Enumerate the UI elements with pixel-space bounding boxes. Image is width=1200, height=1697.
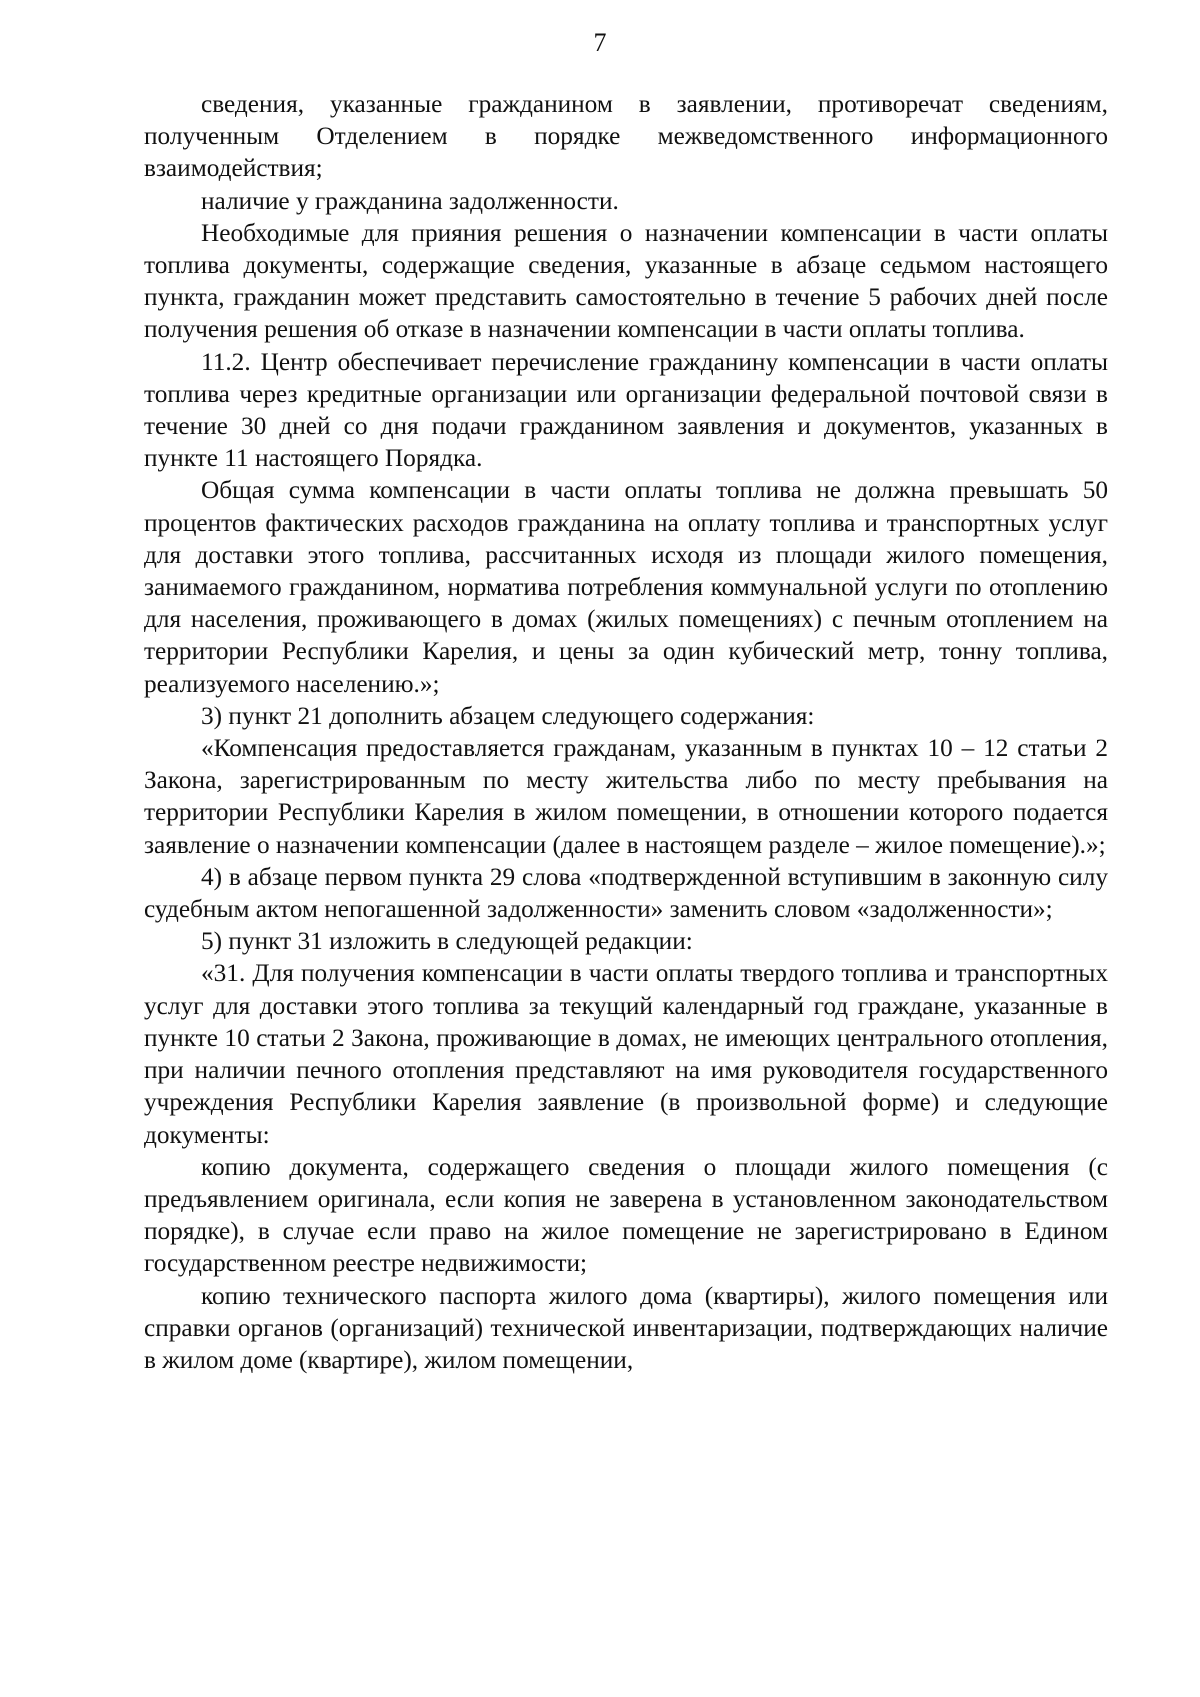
paragraph: «31. Для получения компенсации в части оплаты твердого топлива и транспортных услуг для доставки этого топлива за текущий календарный год граждане, указанные в пункте 10 статьи 2 Закона, проживающие в домах, не имеющих центрального отопления, при наличии печного отопления представляют на имя руководителя государственного учреждения Республики Карелия заявление (в произвольной форме) и следующие документы: (144, 959, 1108, 1149)
paragraph: копию технического паспорта жилого дома (квартиры), жилого помещения или справки органов (организаций) технической инвентаризации, подтверждающих наличие в жилом доме (квартире), жилом помещении, (144, 1281, 1108, 1374)
paragraph: 4) в абзаце первом пункта 29 слова «подтвержденной вступившим в законную силу судебным актом непогашенной задолженности» заменить словом «задолженности»; (144, 862, 1108, 924)
page-number: 7 (593, 28, 607, 57)
paragraph: сведения, указанные гражданином в заявлении, противоречат сведениям, полученным Отделением в порядке межведомственного информационного взаимодействия; (144, 90, 1108, 183)
paragraph: «Компенсация предоставляется гражданам, указанным в пунктах 10 – 12 статьи 2 Закона, зарегистрированным по месту жительства либо по месту пребывания на территории Республики Карелия в жилом помещении, в отношении которого подается заявление о назначении компенсации (далее в настоящем разделе – жилое помещение).»; (144, 734, 1108, 859)
paragraph: Общая сумма компенсации в части оплаты топлива не должна превышать 50 процентов фактических расходов гражданина на оплату топлива и транспортных услуг для доставки этого топлива, рассчитанных исходя из площади жилого помещения, занимаемого гражданином, норматива потребления коммунальной услуги по отоплению для населения, проживающего в домах (жилых помещениях) с печным отоплением на территории Республики Карелия, и цены за один кубический метр, тонну топлива, реализуемого населению.»; (144, 476, 1108, 698)
paragraph: Необходимые для прияния решения о назначении компенсации в части оплаты топлива документы, содержащие сведения, указанные в абзаце седьмом настоящего пункта, гражданин может представить самостоятельно в течение 5 рабочих дней после получения решения об отказе в назначении компенсации в части оплаты топлива. (144, 218, 1108, 344)
paragraph: наличие у гражданина задолженности. (201, 186, 619, 215)
paragraph: 3) пункт 21 дополнить абзацем следующего содержания: (201, 701, 815, 730)
paragraph: копию документа, содержащего сведения о площади жилого помещения (с предъявлением оригинала, если копия не заверена в установленном законодательством порядке), в случае если право на жилое помещение не зарегистрировано в Едином государственном реестре недвижимости; (144, 1152, 1108, 1278)
paragraph: 5) пункт 31 изложить в следующей редакции: (201, 927, 693, 956)
paragraph: 11.2. Центр обеспечивает перечисление гражданину компенсации в части оплаты топлива через кредитные организации или организации федеральной почтовой связи в течение 30 дней со дня подачи гражданином заявления и документов, указанных в пункте 11 настоящего Порядка. (144, 347, 1108, 473)
document-body (144, 88, 1108, 1376)
